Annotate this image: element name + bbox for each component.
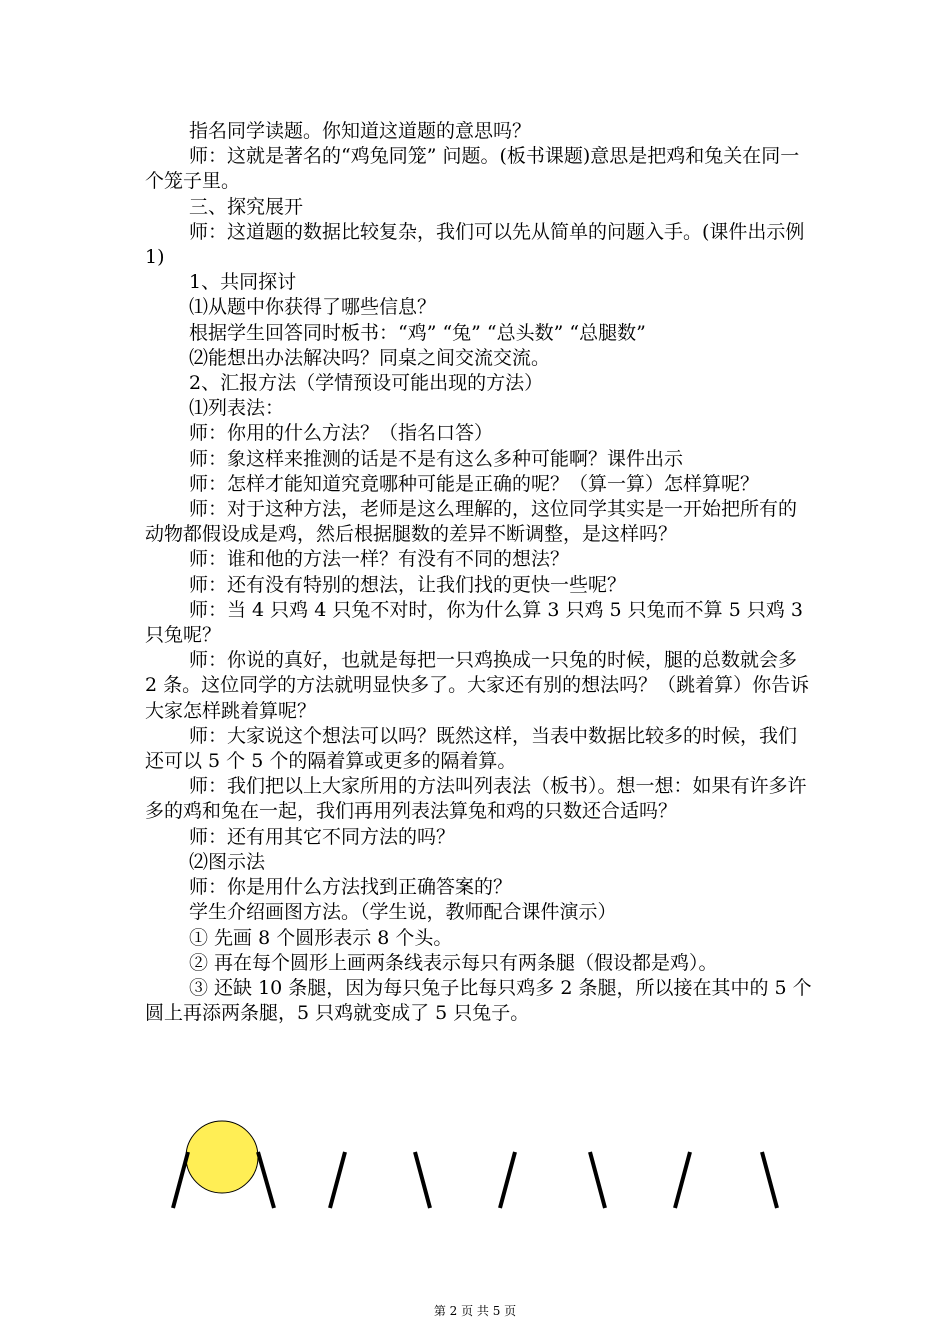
paragraph-teacher-same-method: 师：谁和他的方法一样？有没有不同的想法？ [189, 548, 570, 571]
chicken-rabbit-diagram [160, 1112, 800, 1222]
step-three-extra-legs: ③ 还缺 10 条腿，因为每只兔子比每只鸡多 2 条腿，所以接在其中的 5 个圆上再添两条腿，5 只鸡就变成了 5 只兔子。 [145, 976, 812, 1025]
paragraph-teacher-possibilities: 师：象这样来推测的话是不是有这么多种可能啊？课件出示 [189, 447, 684, 470]
paragraph-teacher-intro-problem: 师：这就是著名的“鸡兔同笼” 问题。(板书课题)意思是把鸡和兔关在同一个笼子里。 [145, 145, 800, 193]
paragraph-teacher-understanding: 师：对于这种方法，老师是这么理解的，这位同学其实是一开始把所有的动物都假设成是鸡，然后根据腿数的差异不断调整，是这样吗？ [145, 498, 798, 546]
paragraph-teacher-jump-count: 师：你说的真好，也就是每把一只鸡换成一只兔的时候，腿的总数就会多 2 条。这位同学的方法就明显快多了。大家还有别的想法吗？（跳着算）你告诉大家怎样跳着算呢？ [145, 649, 810, 722]
page-footer: 第 2 页 共 5 页 [433, 1304, 517, 1318]
paragraph-teacher-table-method-name: 师：我们把以上大家所用的方法叫列表法（板书）。想一想：如果有许多许多的鸡和兔在一起，我们再用列表法算兔和鸡的只数还合适吗？ [145, 775, 807, 823]
leg-line [173, 1152, 188, 1208]
paragraph-teacher-how-found: 师：你是用什么方法找到正确答案的？ [189, 876, 513, 899]
paragraph-teacher-skip-count: 师：大家说这个想法可以吗？既然这样，当表中数据比较多的时候，我们还可以 5 个 5 个的隔着算或更多的隔着算。 [145, 724, 798, 773]
subheading-diagram-method: ⑵图示法 [189, 850, 266, 873]
paragraph-teacher-faster: 师：还有没有特别的想法，让我们找的更快一些呢？ [189, 573, 627, 596]
subheading-discuss-together: 1、共同探讨 [189, 271, 297, 294]
leg-line [500, 1152, 515, 1208]
paragraph-teacher-simplify: 师：这道题的数据比较复杂，我们可以先从简单的问题入手。(课件出示例 1) [145, 220, 805, 269]
leg-line [675, 1152, 690, 1208]
paragraph-teacher-which-correct: 师：怎样才能知道究竟哪种可能是正确的呢？（算一算）怎样算呢？ [189, 472, 760, 495]
paragraph-teacher-other-methods: 师：还有用其它不同方法的吗？ [189, 825, 456, 848]
section-heading-explore: 三、探究展开 [189, 195, 304, 218]
paragraph-question-solve: ⑵能想出办法解决吗？同桌之间交流交流。 [189, 346, 551, 369]
paragraph-read-question: 指名同学读题。你知道这道题的意思吗？ [189, 120, 532, 142]
subheading-table-method: ⑴列表法： [189, 397, 285, 420]
subheading-report-methods: 2、汇报方法（学情预设可能出现的方法） [189, 372, 544, 395]
leg-line [258, 1152, 274, 1208]
leg-line [415, 1152, 430, 1208]
document-body [145, 119, 815, 1026]
step-one-circles: ① 先画 8 个圆形表示 8 个头。 [189, 926, 453, 949]
paragraph-question-info: ⑴从题中你获得了哪些信息？ [189, 296, 437, 319]
diagram-svg [160, 1112, 800, 1222]
paragraph-board-writing: 根据学生回答同时板书：“鸡” “兔” “总头数” “总腿数” [189, 321, 646, 344]
head-circle [186, 1121, 258, 1193]
paragraph-student-drawing: 学生介绍画图方法。（学生说，教师配合课件演示） [189, 901, 617, 924]
paragraph-teacher-why-3-5: 师：当 4 只鸡 4 只兔不对时，你为什么算 3 只鸡 5 只兔而不算 5 只鸡 3 只兔呢？ [145, 598, 803, 647]
leg-line [762, 1152, 777, 1208]
leg-line [330, 1152, 345, 1208]
step-two-legs: ② 再在每个圆形上画两条线表示每只有两条腿（假设都是鸡）。 [189, 951, 718, 974]
paragraph-teacher-which-method: 师：你用的什么方法？（指名口答） [189, 422, 494, 445]
leg-line [590, 1152, 605, 1208]
